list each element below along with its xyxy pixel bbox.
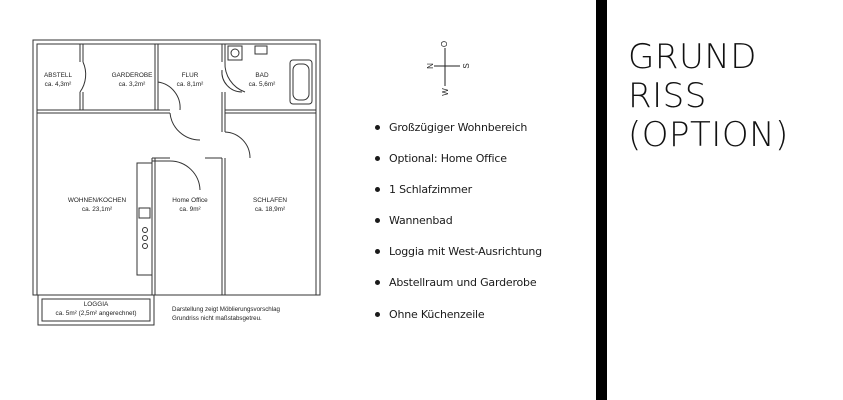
room-name: FLUR xyxy=(181,72,199,79)
bullet-icon xyxy=(375,249,380,254)
plan-note: Darstellung zeigt Möblierungsvorschlag xyxy=(172,306,280,313)
compass-icon xyxy=(420,38,470,98)
feature-text: Optional: Home Office xyxy=(389,152,507,166)
kitchen-counter xyxy=(137,163,152,275)
floor-plan xyxy=(0,0,330,400)
room-area: ca. 23,1m² xyxy=(81,206,113,213)
room-name: ABSTELL xyxy=(43,72,73,79)
room-name: WOHNEN/KOCHEN xyxy=(67,197,127,204)
compass-west: N xyxy=(426,63,435,69)
compass-east: S xyxy=(462,63,471,69)
title-line: (OPTION) xyxy=(628,115,789,155)
feature-item xyxy=(372,269,542,300)
compass-north: O xyxy=(440,40,449,48)
room-area: ca. 8,1m² xyxy=(176,81,204,88)
outer-wall xyxy=(33,40,320,295)
feature-text: Abstellraum und Garderobe xyxy=(389,276,537,290)
room-name: Home Office xyxy=(172,197,208,204)
room-area: ca. 3,2m² xyxy=(118,81,146,88)
bullet-icon xyxy=(375,187,380,192)
accent-bar xyxy=(596,0,607,400)
room-name: LOGGIA xyxy=(83,301,109,308)
feature-item xyxy=(372,114,542,145)
door-arc xyxy=(80,62,86,92)
room-name: GARDEROBE xyxy=(111,72,153,79)
plan-note: Grundriss nicht maßstabsgetreu. xyxy=(172,315,262,322)
feature-list xyxy=(372,114,542,332)
bullet-icon xyxy=(375,156,380,161)
room-area: ca. 5m² (2,5m² angerechnet) xyxy=(55,310,137,317)
room-name: BAD xyxy=(255,72,269,79)
feature-item xyxy=(372,176,542,207)
title-line: RISS xyxy=(628,76,707,116)
feature-text: 1 Schlafzimmer xyxy=(389,183,472,197)
feature-item xyxy=(372,238,542,269)
bullet-icon xyxy=(375,125,380,130)
compass-south: W xyxy=(441,88,450,96)
room-area: ca. 4,3m² xyxy=(44,81,72,88)
feature-item xyxy=(372,207,542,238)
bullet-icon xyxy=(375,280,380,285)
feature-text: Loggia mit West-Ausrichtung xyxy=(389,245,542,259)
feature-item xyxy=(372,145,542,176)
room-area: ca. 5,6m² xyxy=(248,81,276,88)
room-name: SCHLAFEN xyxy=(252,197,288,204)
feature-text: Großzügiger Wohnbereich xyxy=(389,121,528,134)
page-title xyxy=(628,38,789,155)
room-area: ca. 9m² xyxy=(179,206,201,213)
bullet-icon xyxy=(375,218,380,223)
bullet-icon xyxy=(375,312,380,317)
feature-text: Ohne Küchenzeile xyxy=(389,307,485,321)
feature-text: Wannenbad xyxy=(389,214,453,228)
feature-item xyxy=(372,301,542,332)
title-line: GRUND xyxy=(628,37,757,77)
room-area: ca. 18,9m² xyxy=(254,206,286,213)
